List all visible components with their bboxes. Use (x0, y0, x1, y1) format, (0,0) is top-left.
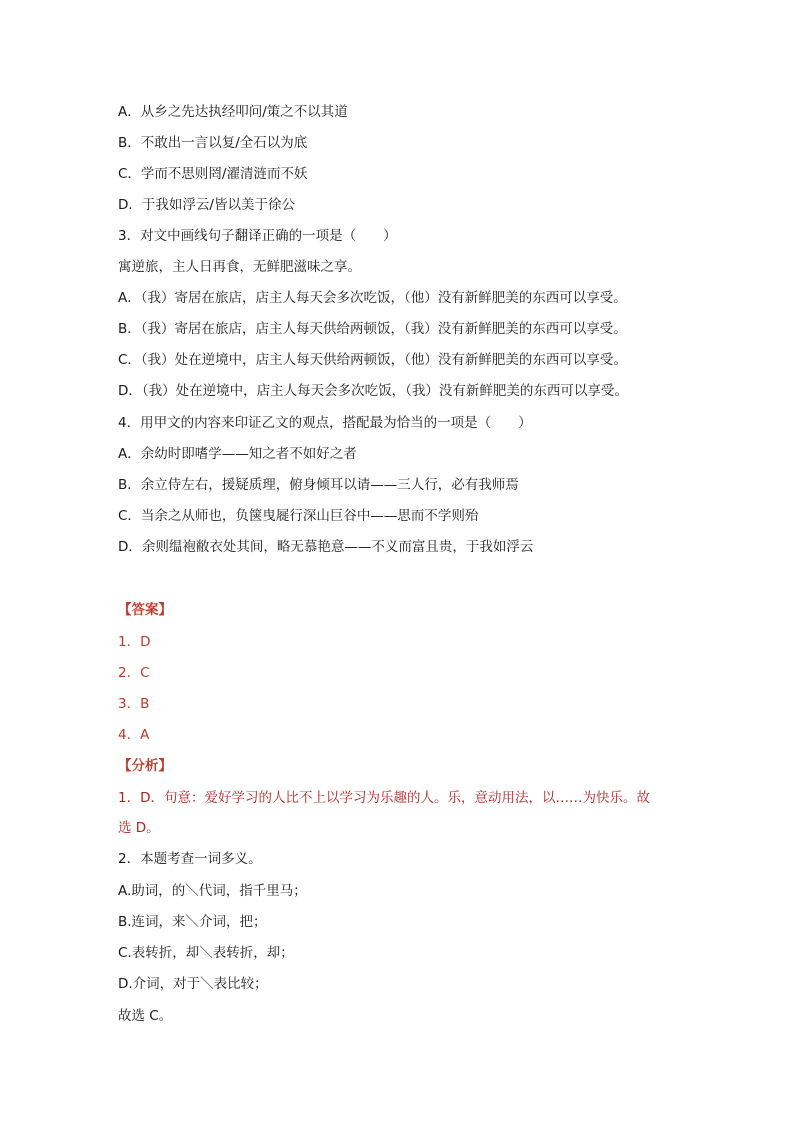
answer-item: 1．D (118, 634, 151, 650)
option-line: A．（我）寄居在旅店，店主人每天会多次吃饭，（他）没有新鲜肥美的东西可以享受。 (118, 290, 627, 306)
analysis-line: A.助词，的＼代词，指千里马； (118, 883, 307, 899)
quoted-sentence: 寓逆旅，主人日再食，无鲜肥滋味之享。 (118, 259, 361, 275)
option-line: C．（我）处在逆境中，店主人每天供给两顿饭，（他）没有新鲜肥美的东西可以享受。 (118, 352, 627, 368)
option-line: B．（我）寄居在旅店，店主人每天供给两顿饭，（我）没有新鲜肥美的东西可以享受。 (118, 321, 627, 337)
analysis-line: 选 D。 (118, 820, 160, 836)
analysis-line: C.表转折，却＼表转折，却； (118, 945, 294, 961)
answer-header: 【答案】 (118, 602, 172, 618)
analysis-line: B.连词，来＼介词，把； (118, 914, 267, 930)
analysis-line: 1．D．句意：爱好学习的人比不上以学习为乐趣的人。乐，意动用法，以……为快乐。故 (118, 790, 650, 806)
option-line: C．学而不思则罔/濯清涟而不妖 (118, 166, 308, 182)
answer-item: 4．A (118, 727, 150, 743)
option-line: D．于我如浮云/皆以美于徐公 (118, 197, 295, 213)
analysis-line: 2．本题考查一词多义。 (118, 851, 262, 867)
analysis-line: D.介词，对于＼表比较； (118, 976, 268, 992)
option-line: D．余则缊袍敝衣处其间，略无慕艳意——不义而富且贵，于我如浮云 (118, 539, 534, 555)
option-line: D．（我）处在逆境中，店主人每天会多次吃饭，（我）没有新鲜肥美的东西可以享受。 (118, 383, 628, 399)
question-4-stem: 4．用甲文的内容来印证乙文的观点，搭配最为恰当的一项是（ ） (118, 415, 532, 431)
answer-item: 2．C (118, 665, 150, 681)
option-line: C．当余之从师也，负箧曳屣行深山巨谷中——思而不学则殆 (118, 508, 479, 524)
analysis-line: 故选 C。 (118, 1008, 173, 1024)
analysis-header: 【分析】 (118, 758, 172, 774)
answer-item: 3．B (118, 696, 150, 712)
option-line: A．从乡之先达执经叩问/策之不以其道 (118, 104, 348, 120)
question-3-stem: 3．对文中画线句子翻译正确的一项是（ ） (118, 228, 397, 244)
option-line: B．余立侍左右，援疑质理，俯身倾耳以请——三人行，必有我师焉 (118, 477, 519, 493)
option-line: A．余幼时即嗜学——知之者不如好之者 (118, 446, 357, 462)
option-line: B．不敢出一言以复/全石以为底 (118, 135, 308, 151)
